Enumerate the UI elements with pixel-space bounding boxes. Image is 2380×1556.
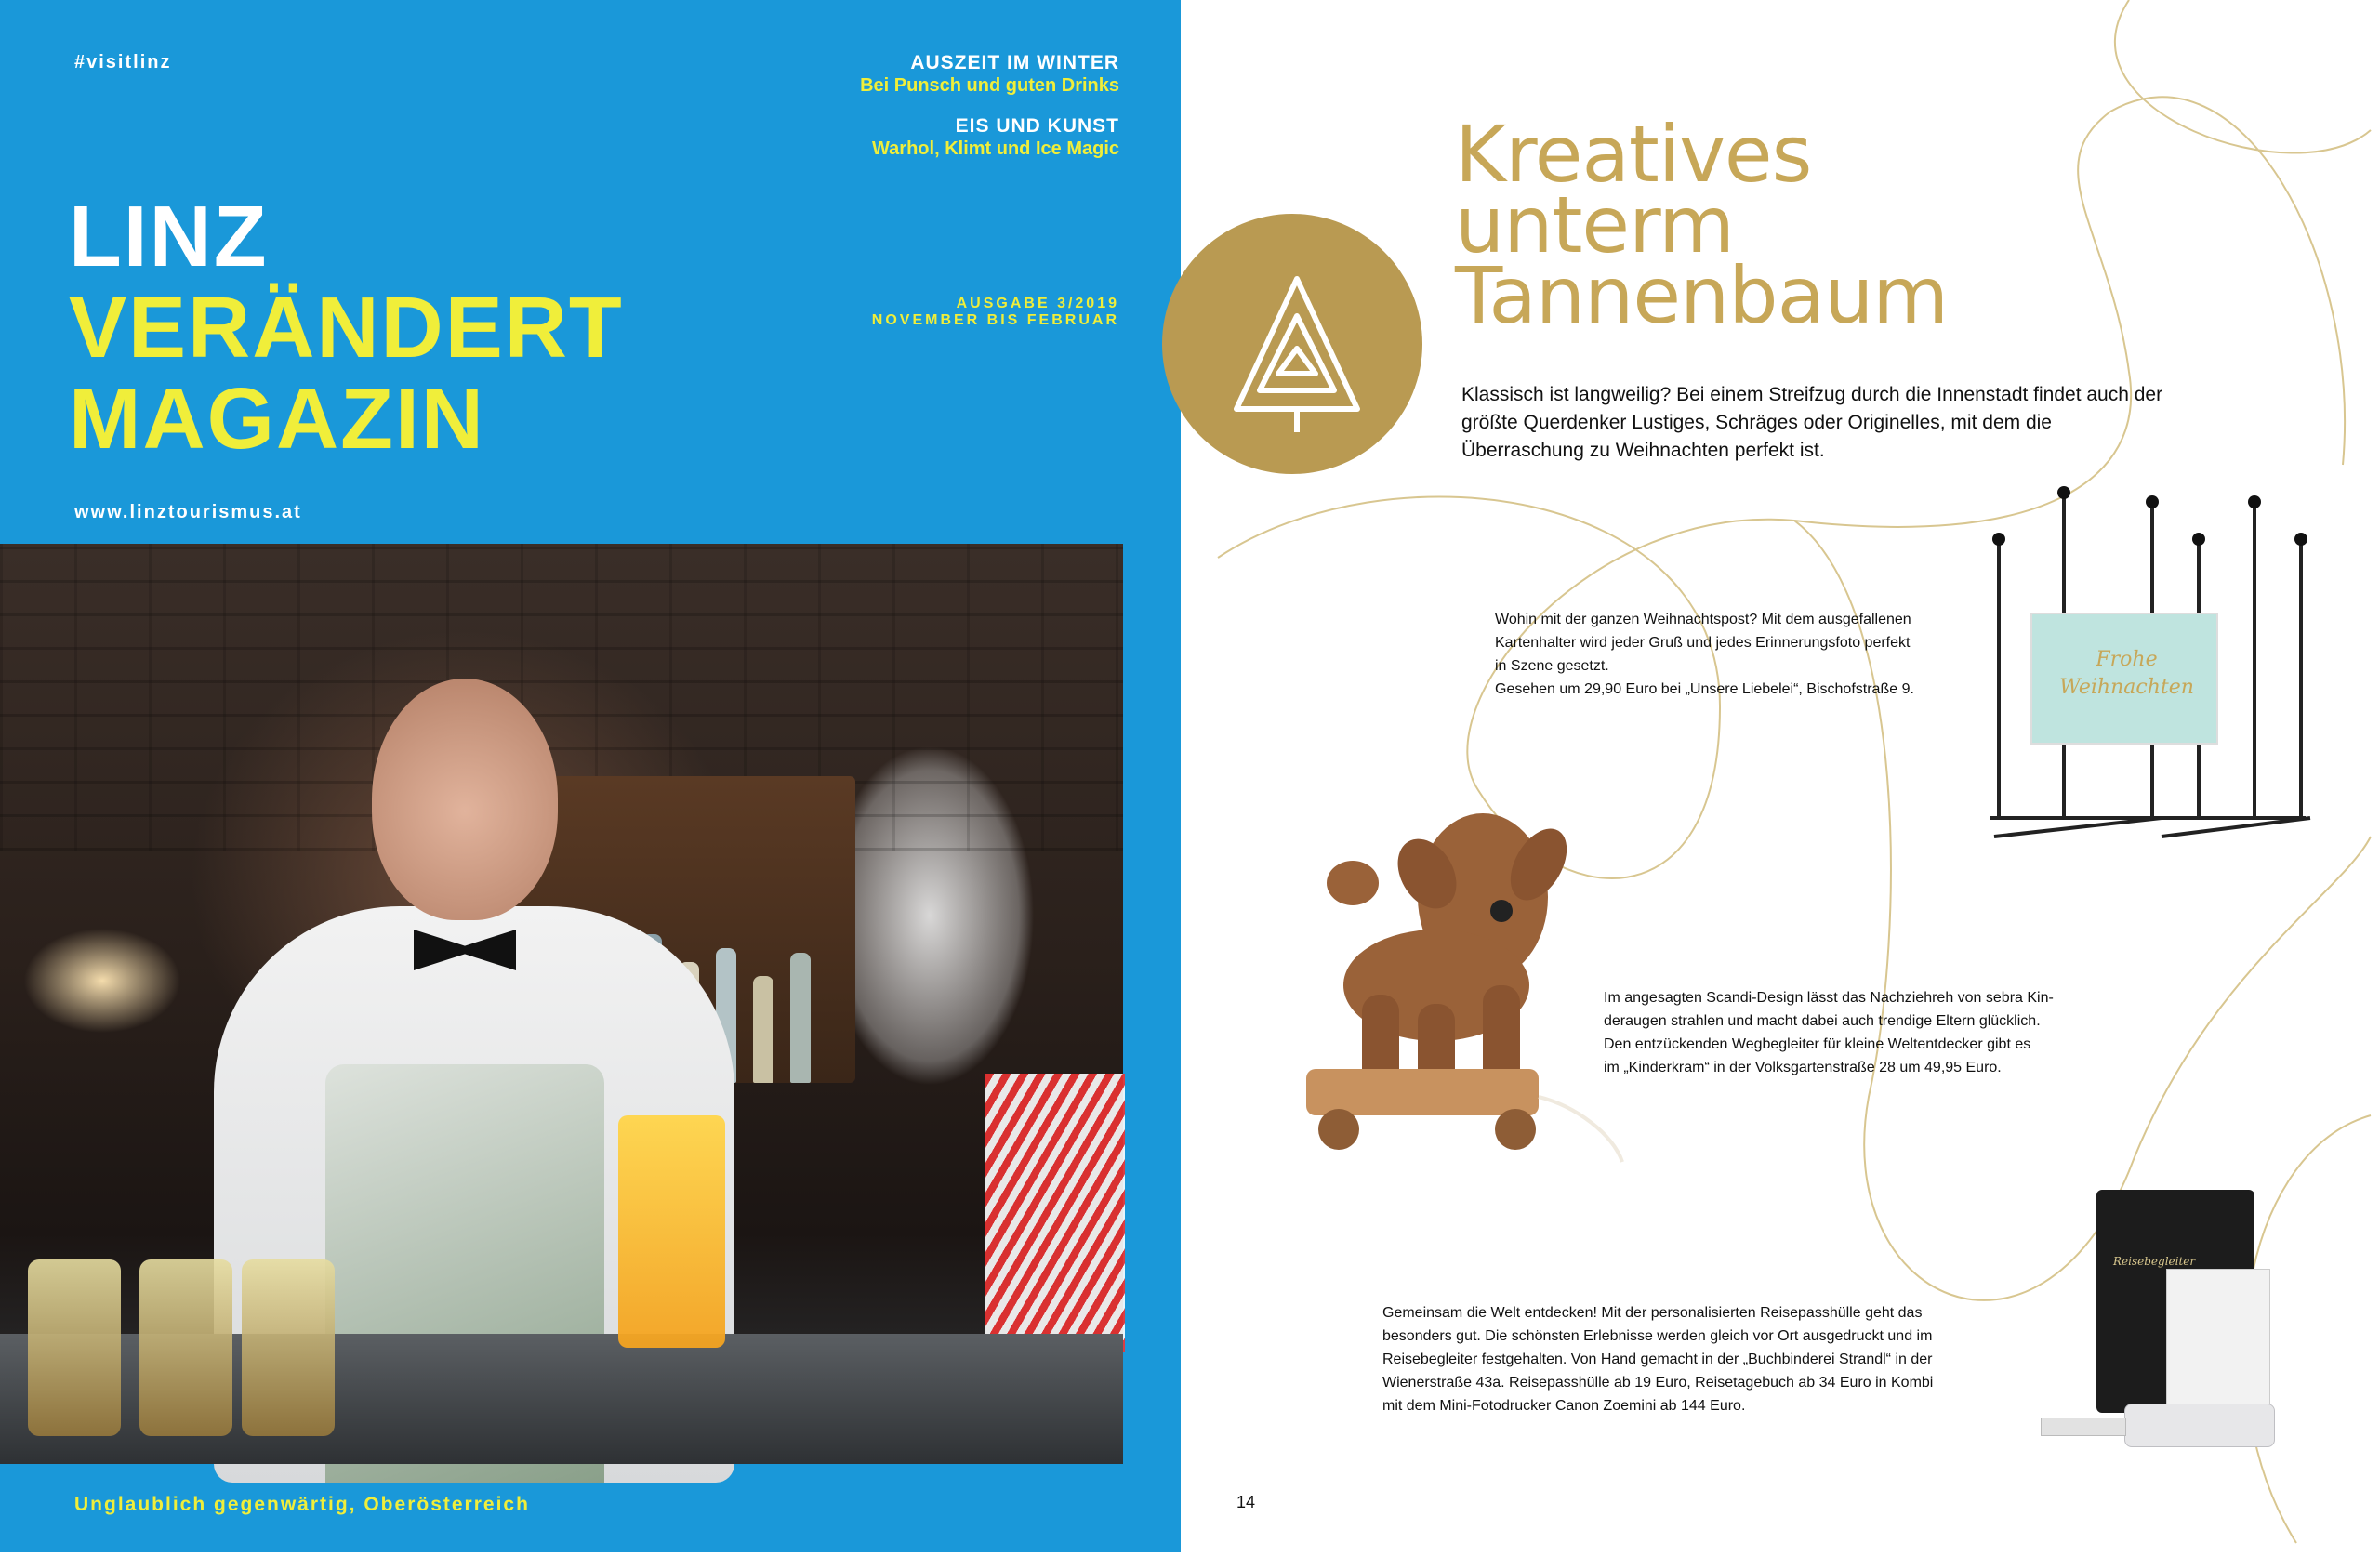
- glass-jar: [242, 1259, 335, 1436]
- masthead-line: VERÄNDERT: [69, 279, 624, 376]
- notebook-label: Reisebegleiter: [2113, 1255, 2196, 1268]
- bartender-head: [372, 679, 558, 920]
- striped-straws: [985, 1074, 1125, 1352]
- caption-line: im „Kinderkram“ in der Volksgartenstraße 28 um 49,95 Euro.: [1604, 1060, 2002, 1075]
- teaser-heading: EIS UND KUNST: [955, 115, 1119, 137]
- caption-line: deraugen strahlen und macht dabei auch trendige Eltern glücklich.: [1604, 1013, 2041, 1029]
- page-title: [1455, 109, 1949, 341]
- caption-line: Im angesagten Scandi-Design lässt das Nachziehreh von sebra Kin-: [1604, 990, 2054, 1006]
- caption-line: besonders gut. Die schönsten Erlebnisse werden gleich vor Ort ausgedruckt und im: [1382, 1328, 1933, 1344]
- intro-text: Klassisch ist langweilig? Bei einem Streifzug durch die Innenstadt findet auch der größte Querdenker Lustiges, Schräges oder Originelles, mit dem die Überraschung zu Weihnachten perfekt ist.: [1461, 384, 2163, 461]
- caption-line: Den entzückenden Wegbegleiter für kleine Weltentdecker gibt es: [1604, 1036, 2031, 1052]
- cover-website: www.linztourismus.at: [74, 502, 302, 522]
- caption-line: Reisebegleiter festgehalten. Von Hand gemacht in der „Buchbinderei Strandl“ in der: [1382, 1352, 1933, 1367]
- teaser-item: [860, 115, 1119, 160]
- caption-line: Kartenhalter wird jeder Gruß und jedes Erinnerungsfoto perfekt: [1495, 635, 1911, 651]
- teaser-subline: Bei Punsch und guten Drinks: [860, 75, 1119, 96]
- masthead-line: MAGAZIN: [69, 370, 485, 467]
- mini-printer: [2124, 1404, 2275, 1447]
- christmas-tree-icon: [1162, 214, 1422, 474]
- magazine-page: [1199, 0, 2380, 1556]
- cover-hashtag: #visitlinz: [74, 52, 172, 73]
- cover-tagline: Unglaublich gegenwärtig, Oberösterreich: [74, 1494, 530, 1515]
- card-greeting: [2045, 646, 2208, 702]
- teaser-subline: Warhol, Klimt und Ice Magic: [872, 138, 1119, 159]
- caption-line: Gesehen um 29,90 Euro bei „Unsere Liebelei“, Bischofstraße 9.: [1495, 681, 1914, 697]
- cover-teasers: [860, 52, 1119, 178]
- magazine-cover: [0, 0, 1181, 1552]
- caption-line: Wienerstraße 43a. Reisepasshülle ab 19 Euro, Reisetagebuch ab 34 Euro in Kombi: [1382, 1375, 1934, 1391]
- photo-print: [2166, 1269, 2270, 1410]
- card-greeting-line: Frohe: [2096, 648, 2158, 671]
- cocktail-glass: [618, 1115, 725, 1348]
- issue-number: AUSGABE 3/2019: [956, 296, 1119, 311]
- caption-line: Wohin mit der ganzen Weihnachtspost? Mit dem ausgefallenen: [1495, 612, 1911, 627]
- glass-jar: [139, 1259, 232, 1436]
- caption-passport-cover: [1382, 1301, 1996, 1418]
- title-line: unterm: [1455, 179, 1734, 270]
- caption-line: in Szene gesetzt.: [1495, 658, 1609, 674]
- masthead-line: LINZ: [69, 188, 269, 284]
- page-number: 14: [1236, 1493, 1256, 1511]
- card-greeting-line: Weihnachten: [2059, 676, 2194, 699]
- glass-jar: [28, 1259, 121, 1436]
- passport-cover-image: [2036, 1180, 2278, 1459]
- card-holder-image: [1976, 465, 2347, 855]
- cover-masthead: [69, 188, 624, 467]
- teaser-item: [860, 52, 1119, 97]
- issue-period: NOVEMBER BIS FEBRUAR: [871, 312, 1119, 328]
- title-line: Kreatives: [1455, 109, 1812, 200]
- title-line: Tannenbaum: [1455, 250, 1949, 341]
- deer-toy-image: [1297, 790, 1650, 1171]
- caption-line: Gemeinsam die Welt entdecken! Mit der personalisierten Reisepasshülle geht das: [1382, 1305, 1923, 1321]
- gold-circle: [1162, 214, 1422, 474]
- teaser-heading: AUSZEIT IM WINTER: [910, 52, 1119, 73]
- caption-card-holder: [1495, 608, 1960, 701]
- printer-paper: [2041, 1418, 2126, 1436]
- caption-line: mit dem Mini-Fotodrucker Canon Zoemini ab 144 Euro.: [1382, 1398, 1746, 1414]
- cover-photo-bartender: [0, 544, 1123, 1464]
- issue-info: [872, 296, 1119, 329]
- caption-deer-toy: [1604, 986, 2087, 1079]
